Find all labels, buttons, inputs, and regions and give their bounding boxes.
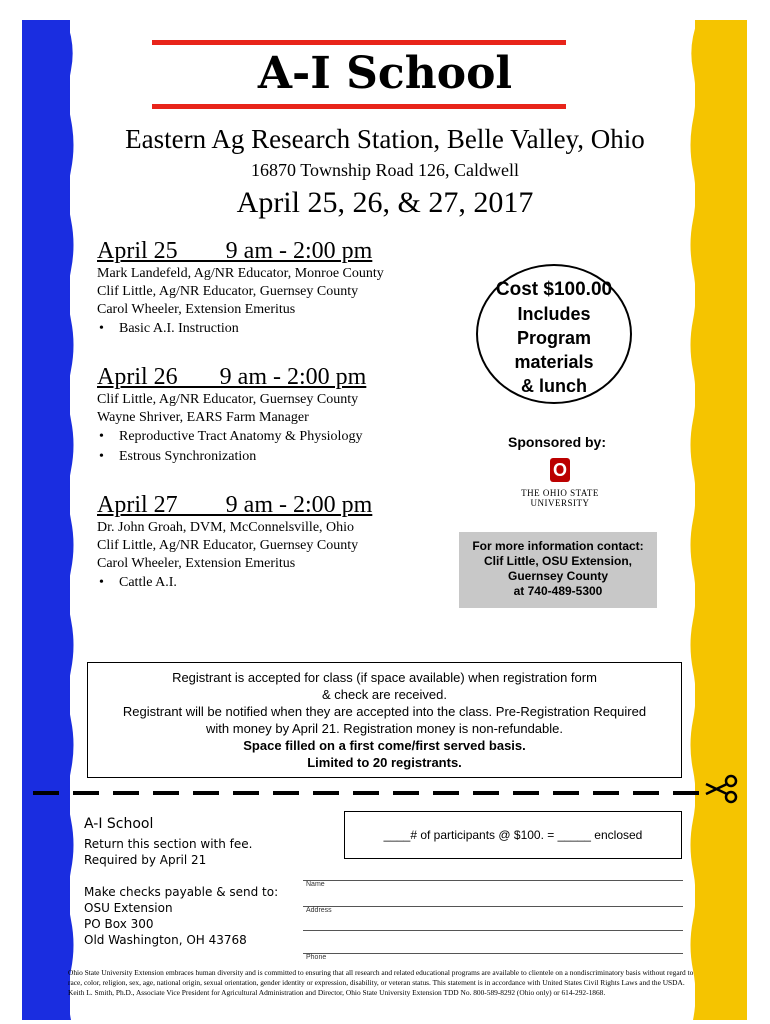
payable-line: OSU Extension: [84, 901, 173, 915]
instructor-line: Clif Little, Ag/NR Educator, Guernsey County: [97, 392, 359, 407]
osu-block-o-icon: O: [550, 458, 570, 482]
title-bottom-rule: [152, 104, 566, 109]
contact-line: Clif Little, OSU Extension,: [483, 554, 632, 568]
return-line: Return this section with fee.: [84, 837, 253, 851]
payable-line: Old Washington, OH 43768: [84, 933, 247, 947]
instructor-line: Carol Wheeler, Extension Emeritus: [97, 556, 296, 571]
day-section-april-26: [97, 364, 366, 467]
payable-instructions: [84, 884, 278, 948]
title-top-rule: [152, 40, 566, 45]
sponsored-label: Sponsored by:: [508, 434, 607, 450]
instructor-line: Dr. John Groah, DVM, McConnelsville, Ohio: [97, 520, 355, 535]
registration-line: Space filled on a first come/first served basis.: [243, 738, 526, 753]
contact-line: at 740-489-5300: [513, 584, 603, 598]
instructor-line: Clif Little, Ag/NR Educator, Guernsey County: [97, 538, 359, 553]
registration-line: with money by April 21. Registration money is non-refundable.: [206, 721, 563, 736]
topic-bullet: • Basic A.I. Instruction: [97, 319, 384, 339]
registration-line: Registrant is accepted for class (if space available) when registration form: [172, 670, 597, 685]
osu-logo-line2: UNIVERSITY: [530, 498, 590, 508]
name-label: Name: [306, 881, 325, 888]
topic-bullet: • Reproductive Tract Anatomy & Physiology: [97, 427, 366, 447]
osu-logo: [518, 458, 602, 508]
return-line: Required by April 21: [84, 853, 207, 867]
scissors-icon: [704, 774, 740, 804]
address-field-2[interactable]: [303, 930, 683, 931]
registration-line: Limited to 20 registrants.: [307, 755, 462, 770]
registration-notice-box: [87, 662, 682, 778]
location-line: Eastern Ag Research Station, Belle Valley, Ohio: [125, 124, 645, 154]
cost-includes: Includes: [517, 304, 591, 324]
day-section-april-27: [97, 492, 372, 593]
osu-logo-line1: THE OHIO STATE: [521, 488, 599, 498]
instructor-line: Mark Landefeld, Ag/NR Educator, Monroe County: [97, 266, 384, 281]
cut-line: [33, 791, 703, 795]
registration-line: & check are received.: [321, 687, 447, 702]
contact-line: Guernsey County: [507, 569, 609, 583]
registration-line: Registrant will be notified when they are accepted into the class. Pre-Registration Required: [122, 704, 647, 719]
instructor-line: Carol Wheeler, Extension Emeritus: [97, 302, 296, 317]
cost-badge: [476, 264, 632, 404]
address-field-1[interactable]: [303, 906, 683, 907]
instructor-line: Clif Little, Ag/NR Educator, Guernsey County: [97, 284, 359, 299]
name-field[interactable]: [303, 880, 683, 881]
address-line: 16870 Township Road 126, Caldwell: [251, 160, 519, 180]
cost-program: Program: [516, 328, 592, 348]
phone-label: Phone: [306, 954, 327, 961]
day-heading: April 25 9 am - 2:00 pm: [97, 238, 373, 264]
form-title: A-I School: [84, 816, 154, 832]
day-heading: April 27 9 am - 2:00 pm: [97, 492, 373, 518]
event-dates: April 25, 26, & 27, 2017: [236, 186, 534, 219]
cost-amount: Cost $100.00: [495, 279, 613, 300]
day-section-april-25: [97, 238, 384, 339]
return-instructions: [84, 836, 252, 868]
page-title: A-I School: [257, 48, 513, 99]
cost-materials: materials: [514, 352, 594, 372]
topic-bullet: • Estrous Synchronization: [97, 447, 366, 467]
nondiscrimination-statement: Ohio State University Extension embraces human diversity and is committed to ensuring that all research and related educational programs are available to clientele on a nondiscriminatory basis without regard to race, color, religion, sex, age, national origin, sexual orientation, gender identity or expression, disability, or veteran status. This statement is in accordance with United States Civil Rights Laws and the USDA. Keith L. Smith, Ph.D., Associate Vice President for Agricultural Administration and Director, Ohio State University Extension TDD No. 800-589-8292 (Ohio only) or 614-292-1868.: [68, 968, 694, 997]
day-heading: April 26 9 am - 2:00 pm: [97, 364, 367, 390]
payable-line: PO Box 300: [84, 917, 154, 931]
topic-bullet: • Cattle A.I.: [97, 573, 372, 593]
instructor-line: Wayne Shriver, EARS Farm Manager: [97, 410, 309, 425]
payable-line: Make checks payable & send to:: [84, 885, 279, 899]
address-label: Address: [306, 907, 332, 914]
contact-line: For more information contact:: [472, 539, 644, 553]
cost-lunch: & lunch: [521, 376, 587, 396]
phone-field[interactable]: [303, 953, 683, 954]
participants-field[interactable]: ____# of participants @ $100. = _____ enclosed: [344, 811, 682, 859]
contact-box: [459, 532, 657, 608]
